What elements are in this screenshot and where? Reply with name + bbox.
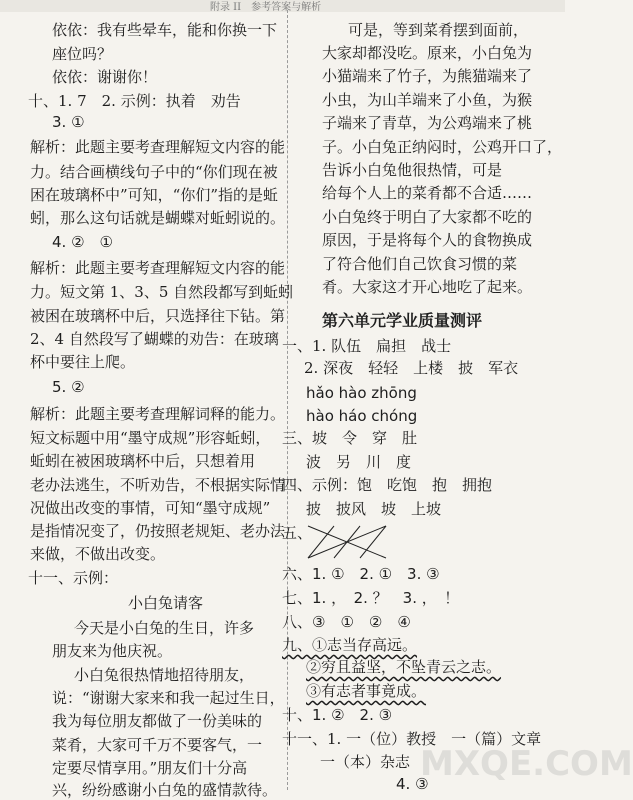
answer-3b: 波 另 川 度 — [306, 453, 412, 471]
essay-line: 小白兔终于明白了大家都不吃的 — [322, 208, 533, 226]
answer-4b: 披 披风 坡 上坡 — [306, 500, 442, 518]
essay-line: 大家却都没吃。原来，小白兔为 — [322, 44, 533, 62]
analysis-line: 解析：此题主要考查理解短文内容的能 — [30, 259, 286, 277]
essay-line: 了符合他们自己饮食习惯的菜 — [322, 255, 518, 273]
answer-11-1b: 一（本）杂志 — [320, 753, 411, 771]
analysis-line: 力。短文第 1、3、5 自然段都写到蚯蚓 — [30, 283, 294, 301]
analysis-line: 困在玻璃杯中”可知，“你们”指的是蚯 — [30, 186, 279, 204]
essay-line: 小虫，为山羊端来了小鱼，为猴 — [322, 91, 533, 109]
analysis-line: 解析：此题主要考查理解词释的能力。 — [30, 405, 286, 423]
answer-9-2 — [306, 657, 501, 677]
essay-line: 子。小白兔正纳闷时，公鸡开口了， — [322, 138, 563, 156]
left-line-2: 座位吗？ — [52, 45, 113, 63]
essay-line: 可是，等到菜肴摆到面前， — [348, 21, 529, 39]
essay-line: 告诉小白兔他很热情，可是 — [322, 161, 503, 179]
matching-lines-diagram — [306, 522, 390, 562]
analysis-line: 蚯蚓在被困玻璃杯中后，只想着用 — [30, 452, 256, 470]
pinyin-row-2: hào háo chóng — [306, 407, 418, 425]
analysis-line: 2、4 自然段写了蝴蝶的劝告：在玻璃 — [30, 330, 279, 348]
answer-1-2: 2. 深夜 轻轻 上楼 披 军衣 — [304, 359, 519, 377]
answer-3: 三、坡 令 穿 肚 — [282, 429, 418, 447]
answer-1: 一、1. 队伍 扁担 战士 — [282, 337, 452, 355]
essay-line: 给每个人上的菜肴都不合适…… — [322, 184, 533, 202]
answer-11-1: 十一、1. 一（位）教授 一（篇）文章 — [282, 730, 542, 748]
answer-4: 四、示例：饱 吃饱 抱 拥抱 — [282, 476, 493, 494]
essay-line: 小白兔很热情地招待朋友， — [74, 666, 255, 684]
left-line-3: 依依：谢谢你！ — [52, 68, 158, 86]
column-divider — [287, 10, 288, 790]
essay-line: 菜肴，大家可千万不要客气，一 — [52, 736, 263, 754]
pinyin-row-1: hǎo hào zhōng — [306, 384, 417, 402]
essay-title: 小白兔请客 — [128, 594, 204, 612]
header-text: 附录 II 参考答案与解析 — [210, 2, 322, 13]
answer-9-1 — [282, 635, 417, 655]
page-header — [0, 0, 565, 12]
essay-line: 小猫端来了竹子，为熊猫端来了 — [322, 67, 533, 85]
essay-line: 我为每位朋友都做了一份美味的 — [52, 712, 263, 730]
answer-10: 十、1. 7 2. 示例：执着 劝告 — [28, 92, 241, 110]
analysis-line: 是指情况变了，仍按照老规矩、老办法 — [30, 522, 286, 540]
analysis-line: 解析：此题主要考查理解短文内容的能 — [30, 138, 286, 156]
essay-line: 定要尽情享用。”朋友们十分高 — [52, 759, 248, 777]
essay-line: 朋友来为他庆祝。 — [52, 642, 173, 660]
watermark-text: MXQE.COM — [420, 744, 633, 784]
answer-9-3-text: ③有志者事竟成。 — [306, 682, 427, 700]
answer-10-4: 4. ② ① — [52, 233, 113, 251]
analysis-line: 杯中要往上爬。 — [30, 353, 136, 371]
answer-8: 八、③ ① ② ④ — [282, 613, 411, 631]
analysis-line: 老办法逃生，不听劝告，不根据实际情 — [30, 476, 286, 494]
essay-line: 肴。大家这才开心地吃了起来。 — [322, 278, 533, 296]
answer-9-2-text: ②穷且益坚，不坠青云之志。 — [306, 658, 502, 676]
answer-5: 五、 — [282, 524, 313, 542]
analysis-line: 蚓，那么这句话就是蝴蝶对蚯蚓说的。 — [30, 209, 286, 227]
section-title: 第六单元学业质量测评 — [322, 311, 483, 330]
essay-line: 今天是小白兔的生日，许多 — [74, 619, 255, 637]
analysis-line: 被困在玻璃杯中后，只选择往下钻。第 — [30, 307, 286, 325]
essay-line: 原因，于是将每个人的食物换成 — [322, 231, 533, 249]
answer-10: 十、1. ② 2. ③ — [282, 706, 393, 724]
answer-11-4: 4. ③ — [396, 775, 429, 793]
answer-9-1-text: 九、①志当存高远。 — [282, 636, 418, 654]
answer-10-5: 5. ② — [52, 378, 85, 396]
answer-7: 七、1. ， 2. ？ 3. ， ！ — [282, 589, 460, 607]
analysis-line: 短文标题中用“墨守成规”形容蚯蚓， — [30, 429, 271, 447]
answer-6: 六、1. ① 2. ① 3. ③ — [282, 565, 440, 583]
essay-line: 子端来了青草，为公鸡端来了桃 — [322, 114, 533, 132]
essay-line: 兴，纷纷感谢小白兔的盛情款待。 — [52, 781, 278, 799]
essay-line: 说：“谢谢大家来和我一起过生日， — [52, 689, 285, 707]
answer-10-3: 3. ① — [52, 113, 85, 131]
analysis-line: 况做出改变的事情，可知“墨守成规” — [30, 499, 271, 517]
answer-11: 十一、示例： — [28, 569, 119, 587]
left-line-1: 依依：我有些晕车，能和你换一下 — [52, 21, 278, 39]
analysis-line: 来做，不做出改变。 — [30, 545, 166, 563]
analysis-line: 力。结合画横线句子中的“你们现在被 — [30, 163, 278, 181]
answer-9-3 — [306, 681, 426, 701]
